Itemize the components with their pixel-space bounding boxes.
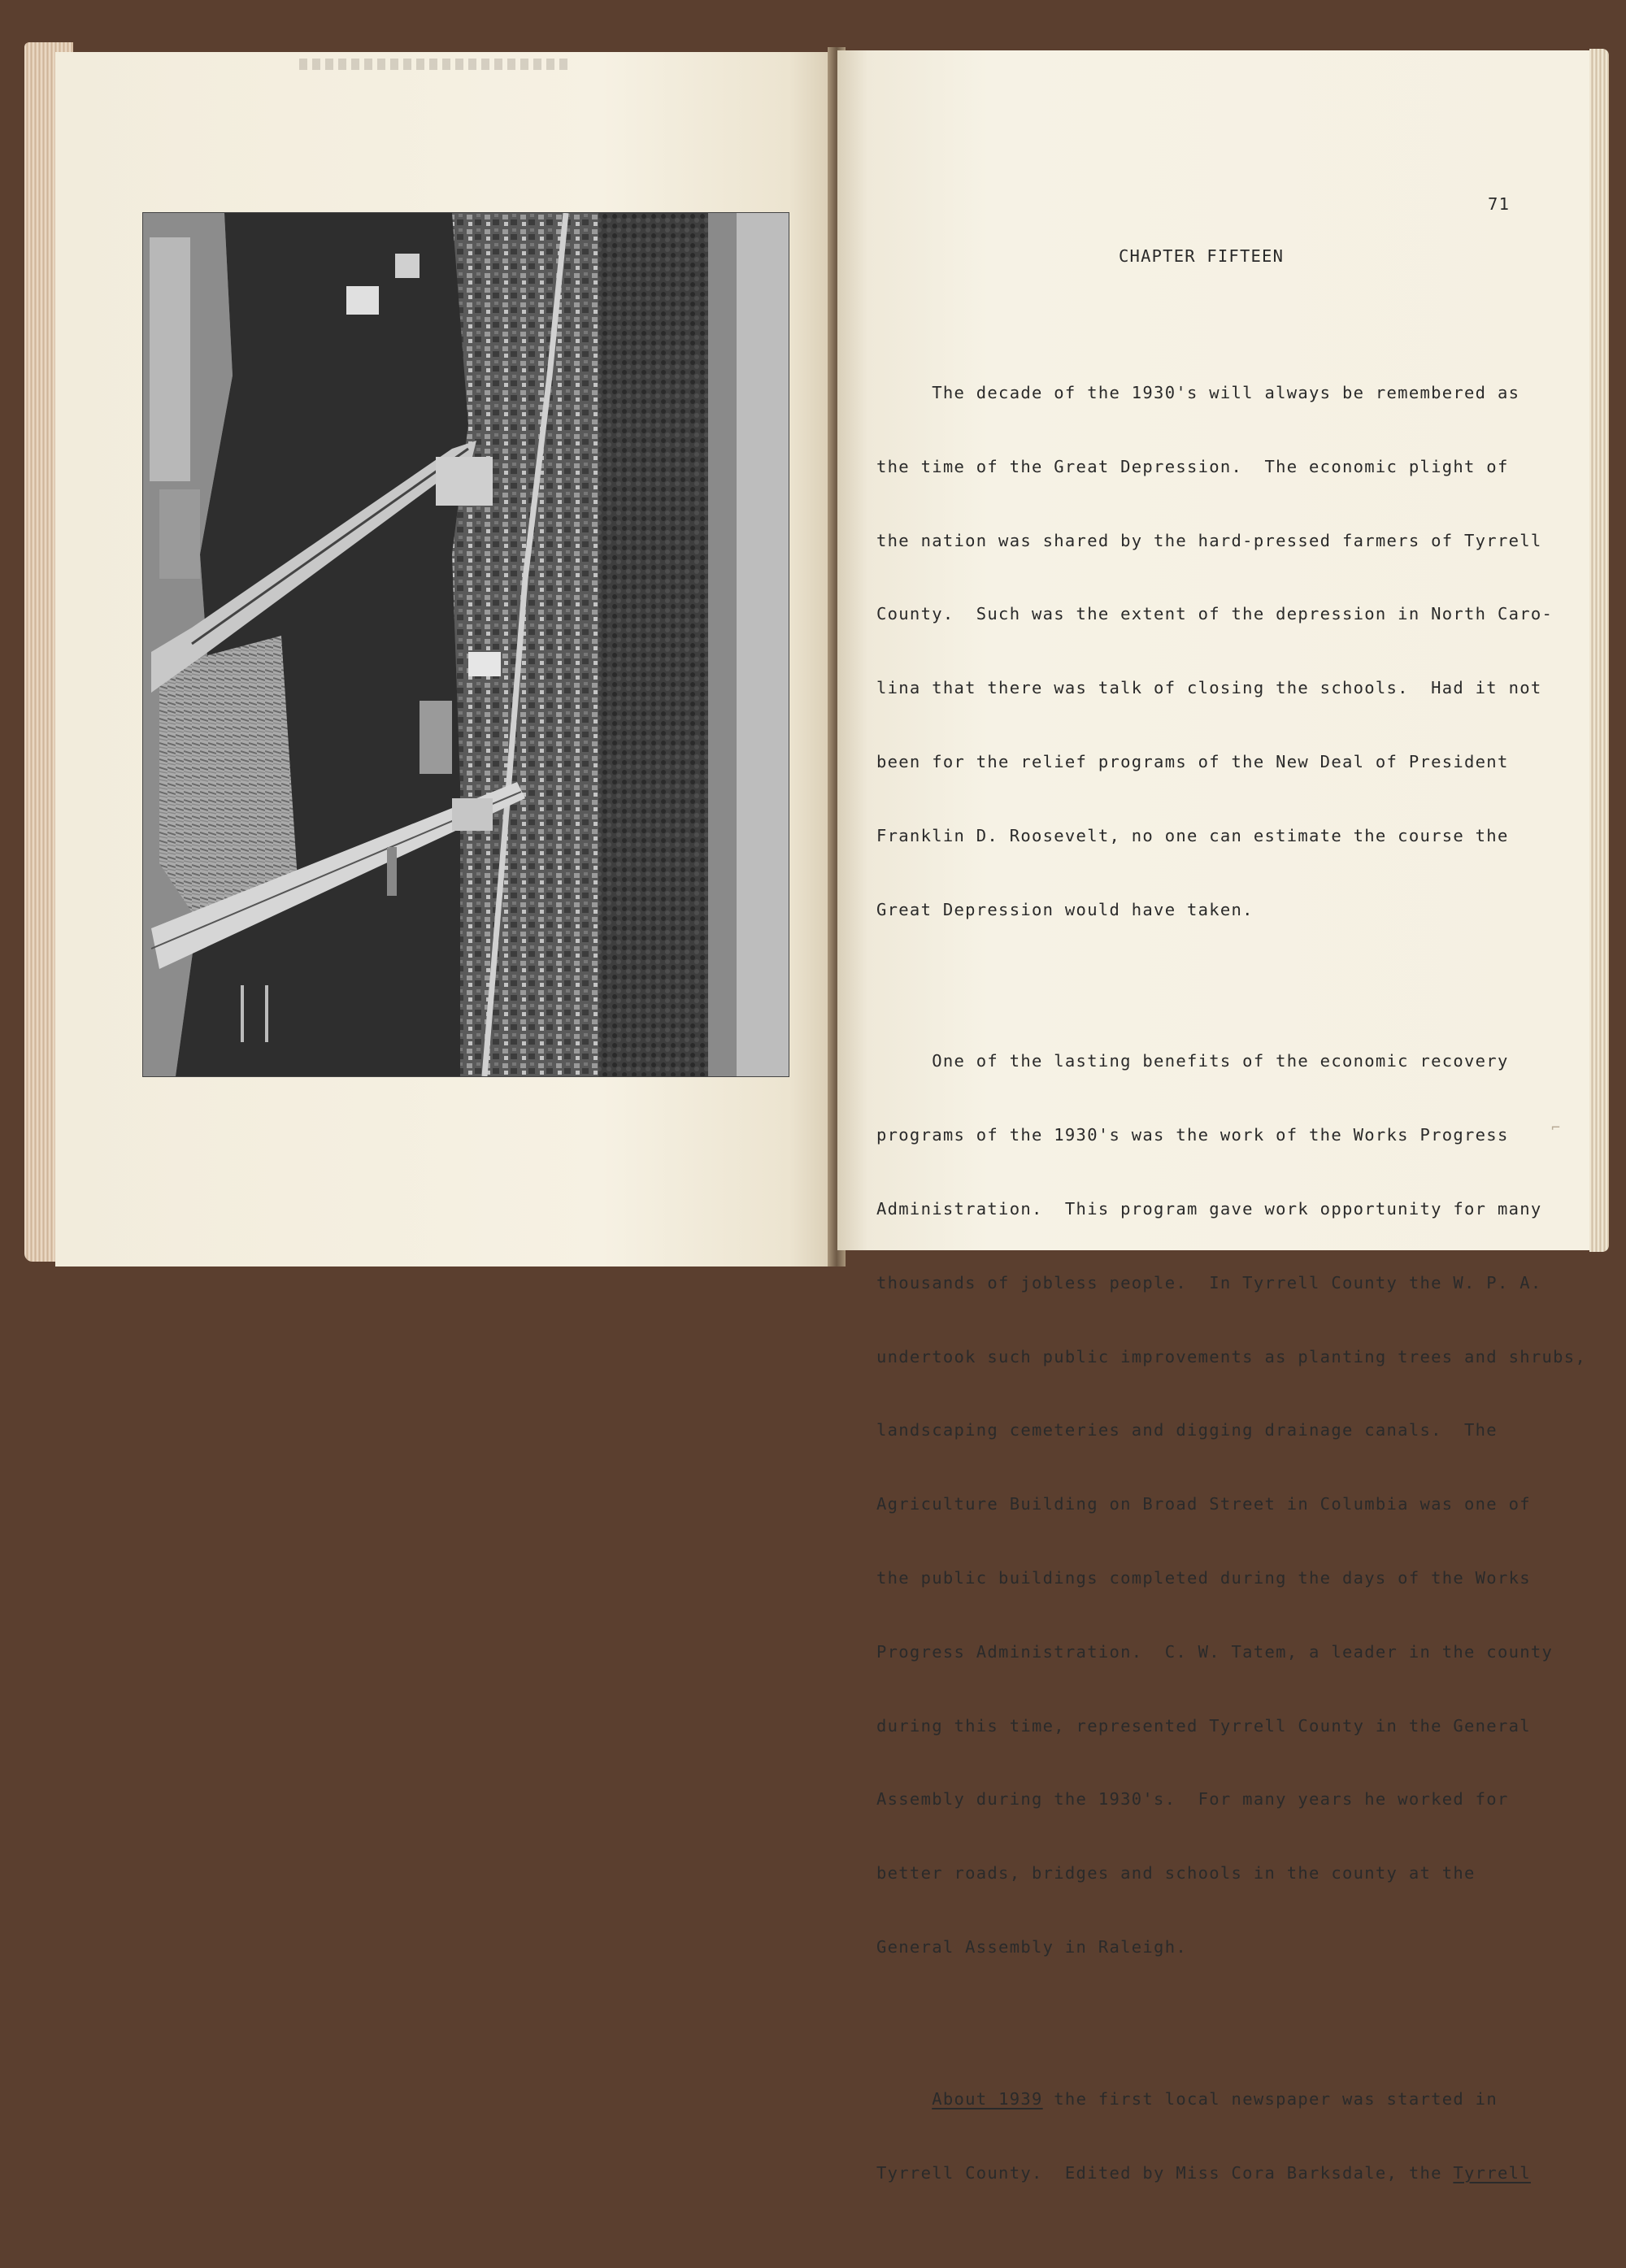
text-line: lina that there was talk of closing the schools. Had it not (876, 678, 1542, 698)
paragraph-2 (876, 1005, 1592, 2003)
aerial-photograph (143, 213, 789, 1076)
text-segment: the first local newspaper was started in (1042, 2088, 1498, 2109)
paragraph-1 (876, 337, 1592, 966)
text-line: programs of the 1930's was the work of the Works Progress (876, 1125, 1509, 1145)
underlined-date: About 1939 (932, 2088, 1043, 2109)
text-line: Great Depression would have taken. (876, 899, 1254, 919)
text-line: County. Such was the extent of the depression in North Caro- (876, 604, 1554, 624)
text-line: during this time, represented Tyrrell County in the General (876, 1715, 1531, 1736)
text-line (876, 2082, 1592, 2117)
text-line: General Assembly in Raleigh. (876, 1936, 1187, 1957)
text-line: Administration. This program gave work opportunity for many (876, 1198, 1542, 1219)
text-line: Agriculture Building on Broad Street in Columbia was one of (876, 1494, 1531, 1514)
text-line: the time of the Great Depression. The economic plight of (876, 456, 1509, 476)
page-number: 71 (1488, 194, 1511, 214)
left-page (55, 52, 836, 1267)
text-line: been for the relief programs of the New Deal of President (876, 751, 1509, 771)
indent (876, 2089, 932, 2109)
text-line: better roads, bridges and schools in the county at the (876, 1863, 1476, 1883)
text-line: thousands of jobless people. In Tyrrell County the W. P. A. (876, 1272, 1542, 1293)
text-line: The decade of the 1930's will always be remembered as (876, 383, 1520, 402)
text-line: Progress Administration. C. W. Tatem, a leader in the county (876, 1641, 1554, 1662)
aerial-photo-image (143, 213, 789, 1076)
pencil-mark: ⌐ (1551, 1119, 1560, 1136)
paragraph-3 (876, 2043, 1592, 2230)
text-line: the nation was shared by the hard-pressed farmers of Tyrrell (876, 530, 1542, 550)
text-segment: Tyrrell County. Edited by Miss Cora Barksdale, the (876, 2162, 1454, 2183)
bleed-through-text (299, 59, 567, 70)
text-line: Franklin D. Roosevelt, no one can estimate the course the (876, 825, 1509, 845)
text-line: undertook such public improvements as planting trees and shrubs, (876, 1346, 1587, 1366)
text-line: landscaping cemeteries and digging drainage canals. The (876, 1420, 1498, 1440)
text-line (876, 2156, 1592, 2191)
body-text (876, 298, 1592, 2268)
underlined-title: Tyrrell (1453, 2162, 1531, 2183)
text-line: Assembly during the 1930's. For many years he worked for (876, 1789, 1509, 1810)
text-line: the public buildings completed during the days of the Works (876, 1567, 1531, 1588)
right-page-edges (1589, 49, 1609, 1252)
text-line: One of the lasting benefits of the economic recovery (876, 1051, 1509, 1071)
chapter-title: CHAPTER FIFTEEN (1119, 246, 1285, 266)
